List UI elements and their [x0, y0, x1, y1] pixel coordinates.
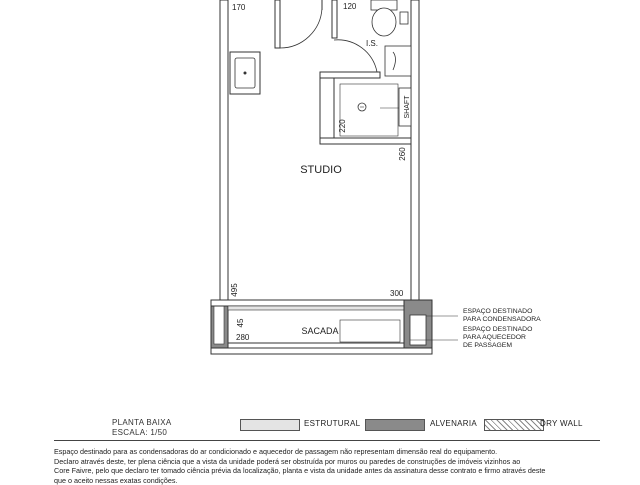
is-label: I.S. [366, 39, 378, 48]
legend-swatch-alvenaria [365, 419, 425, 431]
kitchen-partition [275, 0, 322, 48]
disclaimer-line: Espaço destinado para as condensadoras do ar condicionado e aquecedor de passagem não representam dimensão real do equipamento. [54, 447, 594, 457]
legend-label-alvenaria: ALVENARIA [430, 419, 477, 428]
dimension-220: 220 [338, 119, 347, 133]
kitchen-sink [230, 52, 260, 94]
disclaimer-line: que o aceito nessas exatas condições. [54, 476, 594, 485]
legend-swatch-estrutural [240, 419, 300, 431]
aquecedor-note-line3: DE PASSAGEM [463, 342, 512, 349]
condensadora-note-line1: ESPAÇO DESTINADO [463, 308, 532, 315]
sacada-label: SACADA [301, 326, 338, 336]
dimension-495: 495 [230, 283, 239, 297]
shaft-label: SHAFT [404, 95, 411, 119]
dimension-170: 170 [232, 3, 246, 12]
bathroom-sink [385, 46, 411, 76]
aquecedor-note-line1: ESPAÇO DESTINADO [463, 326, 532, 333]
dimension-120: 120 [343, 2, 357, 11]
dimension-45: 45 [236, 318, 245, 327]
disclaimer-line: Declaro através deste, ter plena ciência que a vista da unidade poderá ser obstruída por muros ou paredes de construções de imóveis vizinhos ao [54, 457, 594, 467]
disclaimer-line: Core Faivre, pelo que declaro ter tomado ciência prévia da localização, planta e vista da unidade antes da assinatura desse contrato e firmo através deste [54, 466, 594, 476]
legend-label-estrutural: ESTRUTURAL [304, 419, 360, 428]
plan-title: PLANTA BAIXA [112, 418, 171, 427]
studio-label: STUDIO [300, 164, 342, 176]
dimension-280: 280 [236, 333, 250, 342]
exterior-wall-left [220, 0, 228, 300]
condensadora-note-line2: PARA CONDENSADORA [463, 316, 541, 323]
aquecedor-note [463, 326, 532, 349]
legend-label-drywall: DRY WALL [540, 419, 583, 428]
disclaimer [54, 447, 594, 485]
divider [54, 440, 600, 441]
condensadora-note [463, 308, 541, 323]
aquecedor-note-line2: PARA AQUECEDOR [463, 334, 526, 341]
shower [340, 84, 400, 136]
dimension-300: 300 [390, 289, 404, 298]
plan-scale: ESCALA: 1/50 [112, 428, 167, 437]
exterior-wall-right [411, 0, 419, 300]
legend-swatch-drywall [484, 419, 544, 431]
toilet [371, 0, 408, 36]
dimension-260: 260 [398, 147, 407, 161]
